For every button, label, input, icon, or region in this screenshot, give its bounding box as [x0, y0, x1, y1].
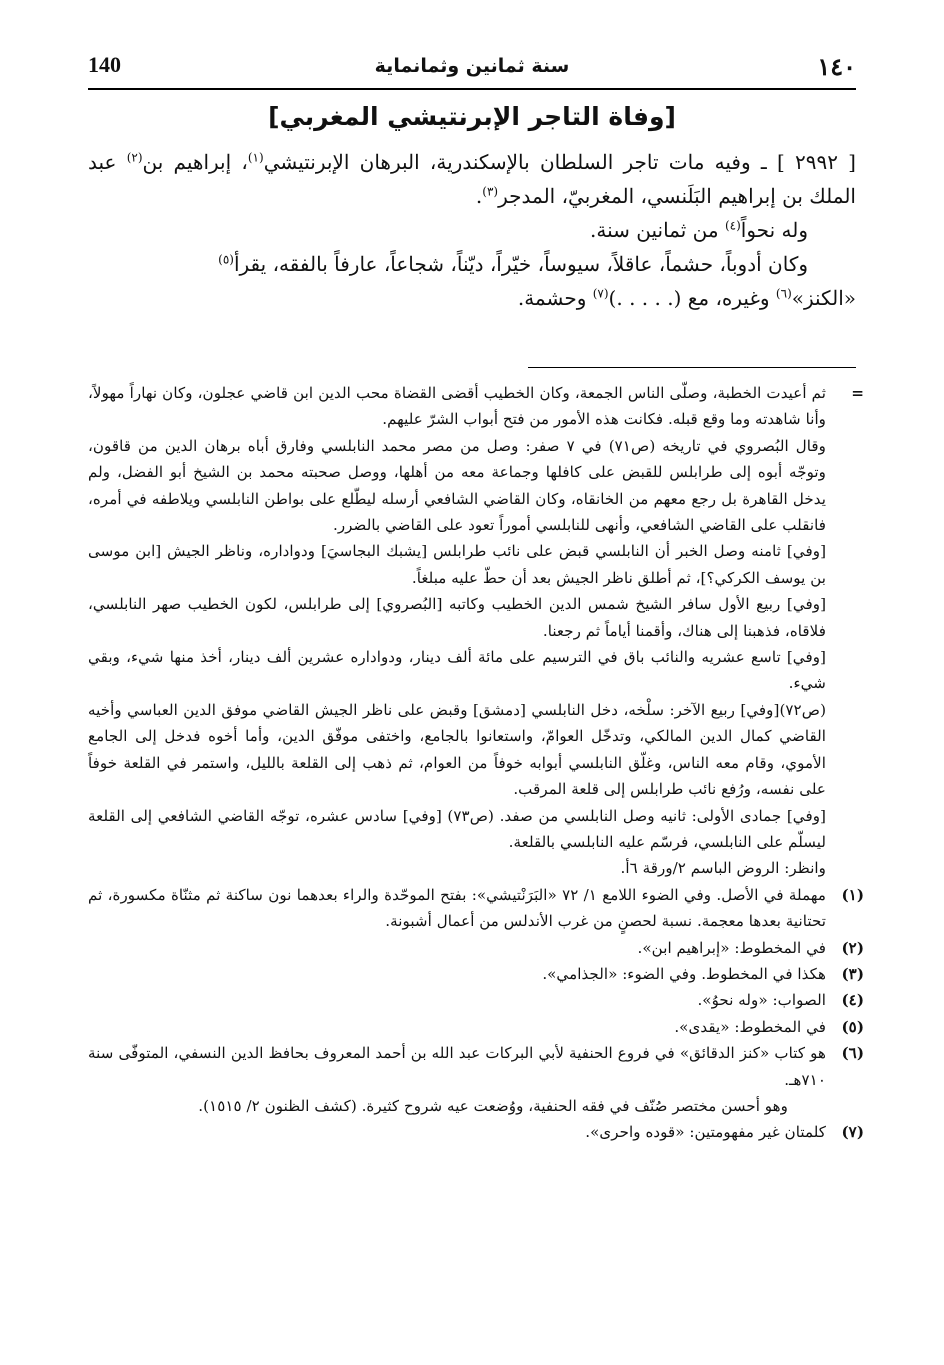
description-paragraph-cont — [88, 281, 856, 315]
footnote-text: وهو أحسن مختصر صُنّف في فقه الحنفية، ووُضعت عيه شروح كثيرة. (كشف الظنون ٢/ ١٥١٥). — [198, 1096, 788, 1115]
footnote-2 — [88, 935, 864, 961]
footnote-ref-3: (٣) — [482, 184, 499, 199]
main-text — [88, 102, 856, 315]
continuation-mark: = — [851, 384, 864, 402]
footnote-7 — [88, 1119, 864, 1145]
footnote-6 — [88, 1040, 864, 1093]
footnote-text: وانظر: الروض الباسم ٢/ورقة ٦أ. — [620, 859, 826, 878]
footnote-number: (٢) — [841, 938, 864, 957]
footnote-ref-4: (٤) — [724, 218, 741, 233]
age-paragraph — [88, 213, 856, 247]
footnote-continuation — [88, 591, 864, 644]
footnote-text: هو كتاب «كنز الدقائق» في فروع الحنفية لأبي البركات عبد الله بن أحمد المعروف بحافظ الدين النسفي، المتوفّى سنة ٧١٠هـ. — [88, 1044, 826, 1089]
page-number-arabic: ١٤٠ — [817, 52, 856, 81]
footnote-continuation — [88, 803, 864, 856]
footnote-number: (٧) — [841, 1123, 864, 1142]
description-text: وغيره، مع (. . . . .) — [608, 286, 776, 310]
description-text: وكان أدوباً، حشماً، عاقلاً، سيوساً، خيّراً، ديّناً، شجاعاً، عارفاً بالفقه، يقرأ — [233, 252, 808, 276]
footnote-continuation — [88, 855, 864, 881]
footnote-number: (٦) — [841, 1044, 864, 1063]
footnote-text: الصواب: «وله نحوُ». — [697, 991, 826, 1010]
footnote-ref-5: (٥) — [218, 252, 234, 267]
footnote-ref-6: (٦) — [775, 286, 792, 301]
age-text: من ثمانين سنة. — [590, 218, 725, 242]
footnotes — [88, 380, 864, 1146]
footnote-text: وقال البُصروي في تاريخه (ص٧١) في ٧ صفر: وصل من مصر محمد النابلسي وفارق أباه برهان الدين من قاقون، وتوجّه أبوه إلى طرابلس للقبض على كافلها وجماعة معه من أهلها، ووصل صحبته محمد بن الشيخ أبو الفضل، ولم يدخل القاهرة بل رجع معهم من الخانقاه، وكان القاضي الشافعي أرسله ليطّلع على بواطن النابلسي ويلاطفه في أمره، فانقلب على القاضي الشافعي، وأنهى للنابلسي أموراً تعود على القاضي بالضرر. — [88, 436, 827, 535]
footnote-number: (٣) — [841, 964, 864, 983]
age-text: وله نحواً — [740, 218, 808, 242]
footnote-continuation — [88, 538, 864, 591]
footnote-4 — [88, 987, 864, 1013]
entry-line: إبراهيم بن — [142, 150, 232, 174]
entry-line: [ ٢٩٩٢ ] ـ وفيه مات تاجر السلطان بالإسكندرية، البرهان الإبرنتيشي — [263, 150, 856, 174]
description-paragraph — [88, 247, 856, 281]
footnote-text: ثم أعيدت الخطبة، وصلّى الناس الجمعة، وكان الخطيب أقضى القضاة محب الدين ابن قاضي عجلون، وكان نهاراً مهولاً، وأنا شاهدته وما وقع قبله. فكانت هذه الأمور من فتح أبواب الشرّ عليهم. — [88, 384, 826, 429]
footnote-5 — [88, 1014, 864, 1040]
description-text: «الكنز» — [791, 286, 856, 310]
footnote-text: [وفي] ربيع الأول سافر الشيخ شمس الدين الخطيب وكاتبه [البُصروي] إلى طرابلس، لكون الخطيب صهر النابلسي، فلاقاه، فذهبنا إلى هناك، وأقمنا أياماً ثم رجعنا. — [88, 595, 826, 640]
footnote-6-cont — [88, 1093, 864, 1119]
footnote-separator — [528, 367, 856, 368]
footnote-ref-7: (٧) — [592, 286, 609, 301]
footnote-3 — [88, 961, 864, 987]
page-header — [88, 52, 856, 86]
footnote-text: [وفي] ثامنه وصل الخبر أن النابلسي قبض على نائب طرابلس [يشبك البجاسيَ] ودواداره، وناظر الجيش [ابن موسى بن يوسف الكركي؟]، ثم أطلق ناظر الجيش بعد أن حطّ عليه مبلغاً. — [88, 542, 826, 587]
footnote-text: [وفي] جمادى الأولى: ثانيه وصل النابلسي من صفد. (ص٧٣) [وفي] سادس عشره، توجّه القاضي الشافعي إلى القلعة ليسلّم على النابلسي، فرسّم عليه النابلسي بالقلعة. — [88, 806, 826, 851]
footnote-text: في المخطوط: «إبراهيم ابن». — [637, 938, 826, 957]
footnote-text: مهملة في الأصل. وفي الضوء اللامع ١/ ٧٢ «البَرَنْتيشي»: بفتح الموحّدة والراء بعدهما نون ساكنة ثم مثنّاة مكسورة، ثم تحتانية بعدها معجمة. نسبة لحصنٍ من غرب الأندلس من أعمال أشبونة. — [88, 885, 826, 931]
footnote-continuation — [88, 433, 864, 539]
footnote-ref-2: (٢) — [126, 150, 143, 165]
footnote-continuation — [88, 644, 864, 697]
footnote-text: [وفي] تاسع عشريه والنائب باق في الترسيم على مائة ألف دينار، ودواداره عشرين ألف دينار، أخذ منها شيء، وبقي شيء. — [88, 648, 826, 693]
footnote-number: (٤) — [841, 991, 864, 1010]
page-number-latin: 140 — [88, 52, 121, 77]
header-rule — [88, 88, 856, 90]
entry-line: عبد الملك بن إبراهيم البَلَنسي، المغربيّ، المدجر — [88, 150, 856, 208]
footnote-number: (٥) — [841, 1017, 864, 1036]
footnote-1 — [88, 882, 864, 935]
running-title: سنة ثمانين وثمانماية — [374, 55, 570, 77]
footnote-number: (١) — [841, 885, 864, 904]
entry-paragraph: [ ٢٩٩٢ ] ـ وفيه مات تاجر السلطان بالإسكندرية، البرهان الإبرنتيشي$^{(١)}$، إبراهيم بن$^{(٢)}$ عبد الملك بن إبراهيم البَلَنسي، المغربيّ، المدجر$^{(٣)}$. — [88, 150, 856, 208]
footnote-text: كلمتان غير مفهومتين: «قوده واحرى». — [585, 1123, 826, 1142]
footnote-text: في المخطوط: «يقدى». — [674, 1017, 826, 1036]
footnote-ref-1: (١) — [247, 150, 264, 165]
footnote-continuation — [88, 697, 864, 803]
footnote-text: (ص٧٢)[وفي] ربيع الآخر: سلْخه، دخل النابلسي [دمشق] وقبض على ناظر الجيش القاضي موفق الدين العباسي وأخيه القاضي كمال الدين المالكي، وتدخّل العوامّ، واستعانوا بالجامع، واختفى موفّق الدين، وأما أخوه فدخل إلى الجامع الأموي، وقام معه الناس، وغلّق النابلسي أبوابه خوفاً من العوام، ثم ذهب إلى القلعة بالليل، واستمر في القلعة خوفاً على نفسه، ورُفع نائب طرابلس إلى قلعة المرقب. — [88, 700, 826, 799]
section-title: [وفاة التاجر الإبرنتيشي المغربي] — [268, 102, 676, 131]
footnote-continuation — [88, 380, 864, 433]
description-text: وحشمة. — [517, 286, 593, 310]
footnote-text: هكذا في المخطوط. وفي الضوء: «الجذامي». — [542, 964, 826, 983]
